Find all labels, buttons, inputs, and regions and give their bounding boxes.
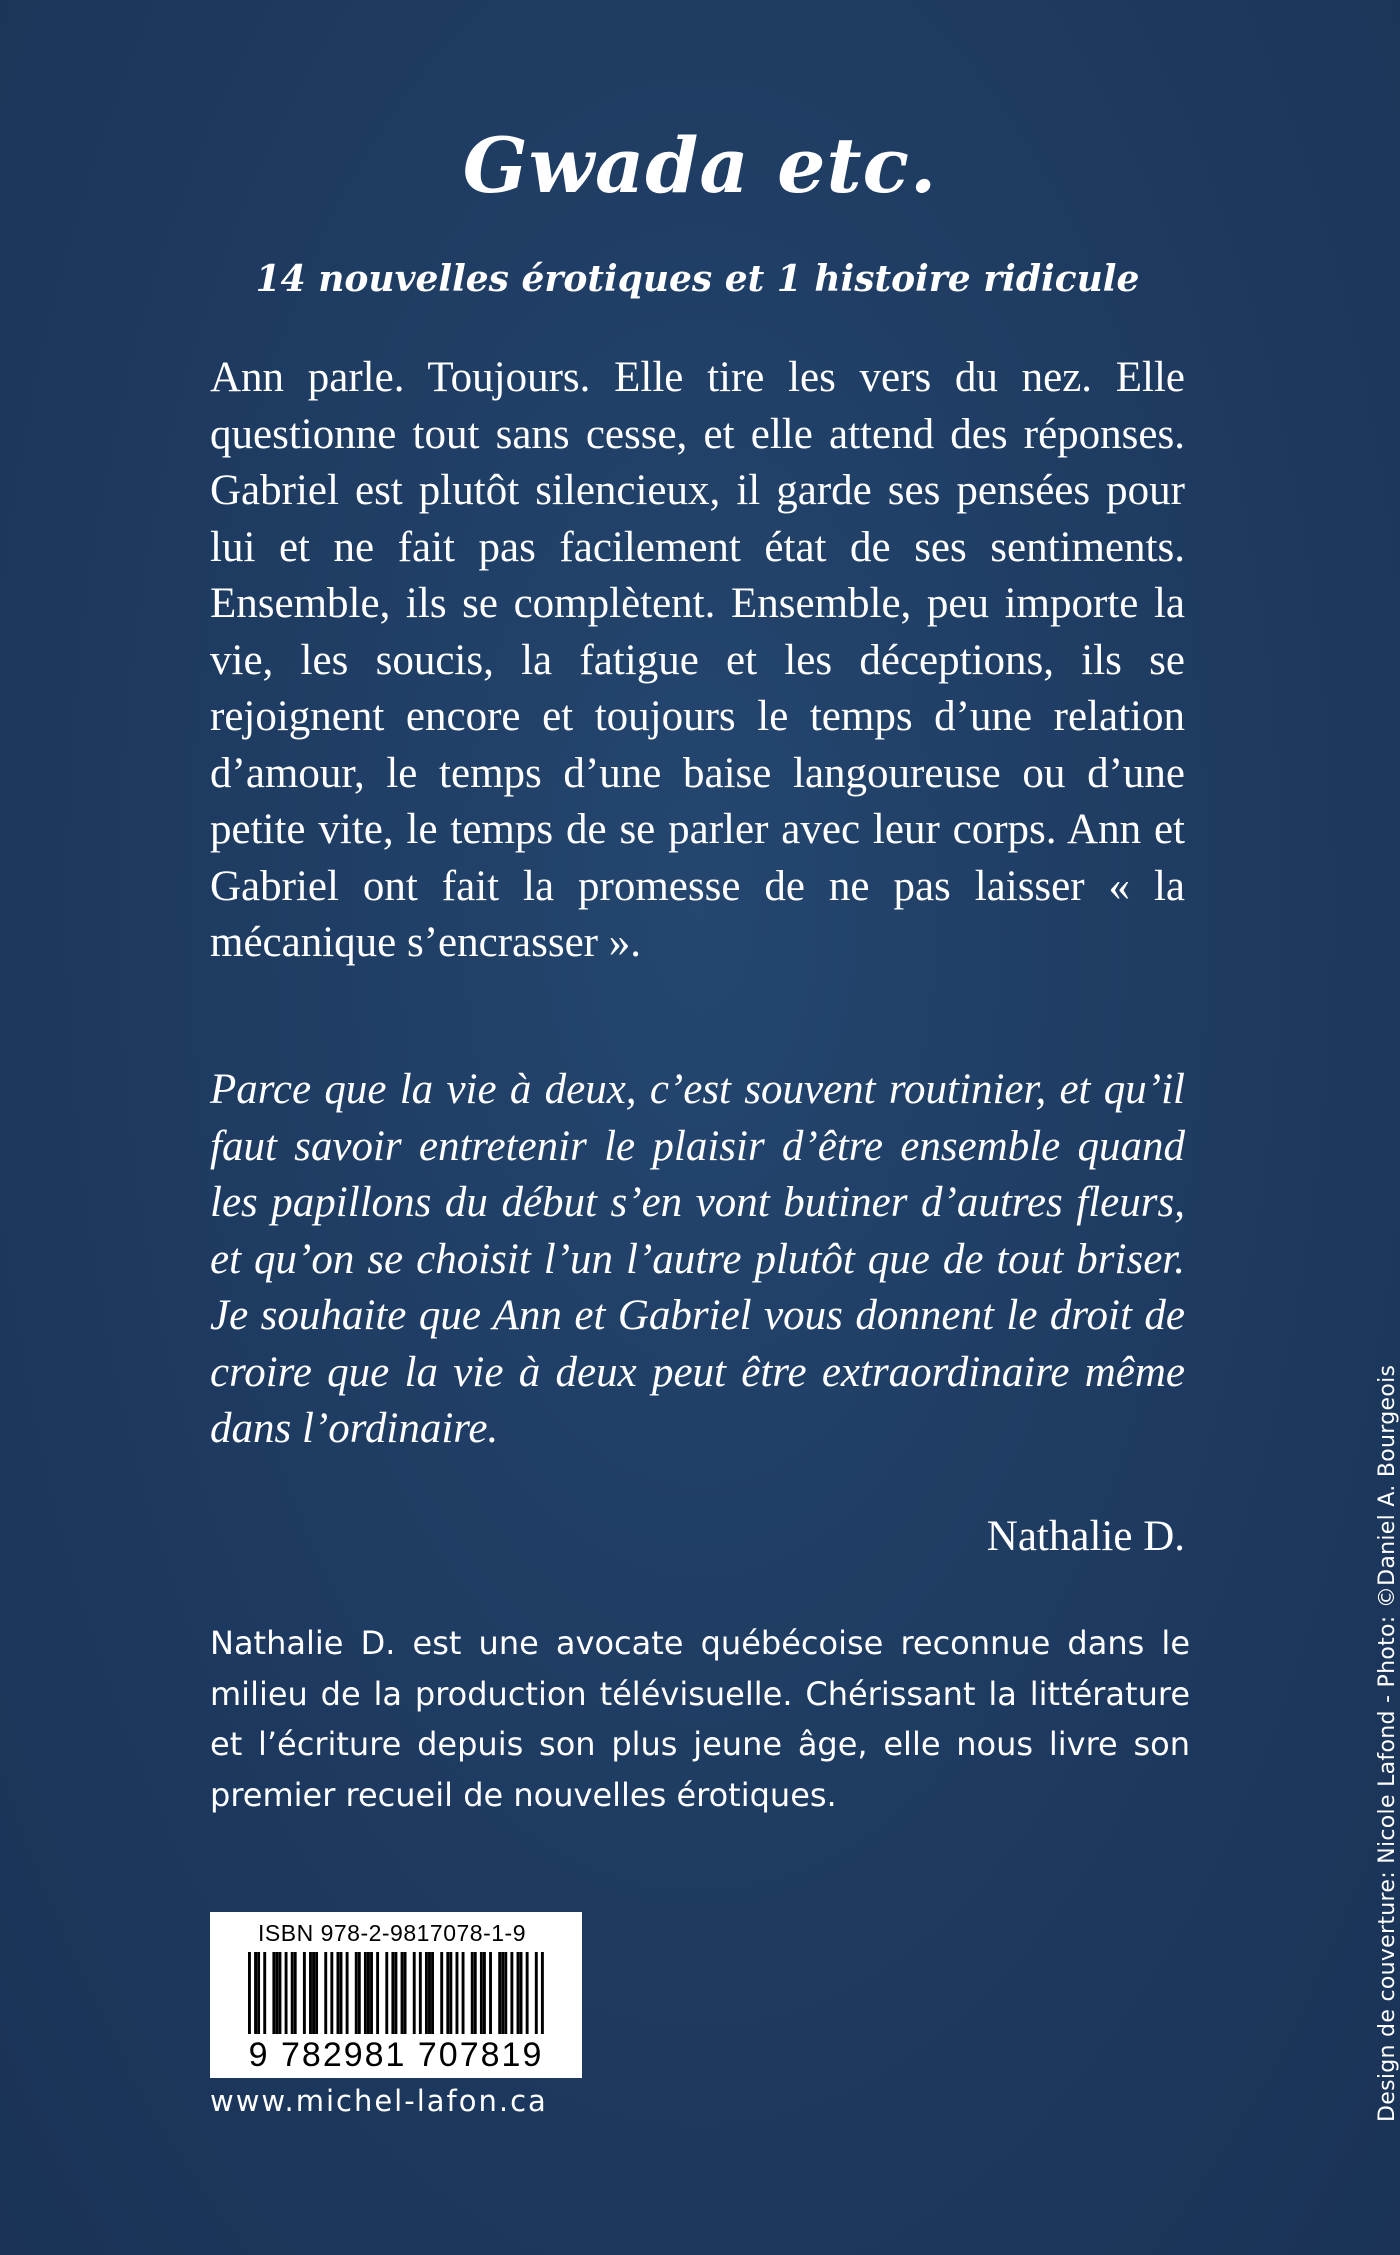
- cover-credits: Design de couverture: Nicole Lafond - Photo: ©Daniel A. Bourgeois: [1375, 1364, 1400, 2122]
- barcode-bar: [456, 1952, 459, 2034]
- barcode-number: 9 782981 707819: [248, 2036, 544, 2074]
- barcode-bar: [272, 1952, 275, 2034]
- barcode-bar: [376, 1952, 379, 2034]
- barcode-bar: [526, 1952, 529, 2034]
- publisher-website: www.michel-lafon.ca: [210, 2084, 548, 2118]
- barcode-bar: [404, 1952, 407, 2034]
- barcode-bar: [324, 1952, 327, 2034]
- isbn-barcode: [210, 1912, 582, 2078]
- barcode-bar: [358, 1952, 361, 2034]
- barcode-bar: [303, 1952, 306, 2034]
- synopsis-paragraph: Ann parle. Toujours. Elle tire les vers du nez. Elle questionne tout sans cesse, et elle attend des réponses. Gabriel est plutôt silencieux, il garde ses pensées pour lui et ne fait pas facilement état de ses sentiments. Ensemble, ils se complètent. Ensemble, peu importe la vie, les soucis, la fatigue et les déceptions, ils se rejoignent encore et toujours le temps d’une relation d’amour, le temps d’une baise langoureuse ou d’une petite vite, le temps de se parler avec leur corps. Ann et Gabriel ont fait la promesse de ne pas laisser « la mécanique s’encrasser ».: [210, 354, 1185, 966]
- barcode-bar: [275, 1952, 278, 2034]
- barcode-bar: [480, 1952, 483, 2034]
- barcode-bar: [504, 1952, 507, 2034]
- author-signature: Nathalie D.: [986, 1513, 1185, 1560]
- barcode-bar: [483, 1952, 486, 2034]
- barcode-bar: [315, 1952, 318, 2034]
- author-bio: Nathalie D. est une avocate québécoise reconnue dans le milieu de la production télévisuelle. Chérissant la littérature et l’écriture depuis son plus jeune âge, elle nous livre son premier recueil de nouvelles érotiques.: [210, 1624, 1190, 1814]
- barcode-bar: [541, 1952, 544, 2034]
- barcode-bar: [309, 1952, 312, 2034]
- barcode-bar: [346, 1952, 349, 2034]
- barcode-bar: [498, 1952, 501, 2034]
- barcode-bar: [254, 1952, 257, 2034]
- barcode-bar: [520, 1952, 523, 2034]
- barcode-bar: [257, 1952, 260, 2034]
- barcode-bar: [501, 1952, 504, 2034]
- barcode-bar: [330, 1952, 333, 2034]
- author-note-paragraph: Parce que la vie à deux, c’est souvent routinier, et qu’il faut savoir entretenir le plaisir d’être ensemble quand les papillons du début s’en vont butiner d’autres fleurs, et qu’on se choisit l’un l’autre plutôt que de tout briser. Je souhaite que Ann et Gabriel vous donnent le droit de croire que la vie à deux peut être extraordinaire même dans l’ordinaire.: [210, 1066, 1185, 1452]
- book-title: Gwada etc.: [462, 121, 938, 210]
- barcode-bar: [449, 1952, 452, 2034]
- barcode-bar: [401, 1952, 404, 2034]
- barcode-bar: [294, 1952, 297, 2034]
- barcode-bar: [312, 1952, 315, 2034]
- isbn-label: ISBN 978-2-9817078-1-9: [258, 1920, 526, 1946]
- barcode-bar: [413, 1952, 416, 2034]
- barcode-bar: [391, 1952, 394, 2034]
- barcode-bar: [340, 1952, 343, 2034]
- barcode-bar: [248, 1952, 251, 2034]
- barcode-bar: [263, 1952, 266, 2034]
- barcode-bar: [510, 1952, 513, 2034]
- barcode-bar: [355, 1952, 358, 2034]
- barcode-bar: [364, 1952, 367, 2034]
- book-subtitle: 14 nouvelles érotiques et 1 histoire ridicule: [255, 258, 1140, 300]
- barcode-bar: [370, 1952, 373, 2034]
- barcode-bar: [425, 1952, 428, 2034]
- barcode-bar: [367, 1952, 370, 2034]
- barcode-bar: [474, 1952, 477, 2034]
- barcode-bar: [489, 1952, 492, 2034]
- barcode-bar: [446, 1952, 449, 2034]
- barcode-bar: [394, 1952, 397, 2034]
- barcode-bar: [385, 1952, 388, 2034]
- barcode-bar: [419, 1952, 422, 2034]
- barcode-bar: [535, 1952, 538, 2034]
- barcode-bar: [462, 1952, 465, 2034]
- barcode-bar: [428, 1952, 431, 2034]
- barcode-bar: [336, 1952, 339, 2034]
- barcode-bar: [471, 1952, 474, 2034]
- barcode-bar: [285, 1952, 288, 2034]
- barcode-bar: [291, 1952, 294, 2034]
- barcode-bar: [517, 1952, 520, 2034]
- barcode-bars: [248, 1952, 544, 2034]
- barcode-bar: [431, 1952, 434, 2034]
- barcode-bar: [279, 1952, 282, 2034]
- barcode-bar: [440, 1952, 443, 2034]
